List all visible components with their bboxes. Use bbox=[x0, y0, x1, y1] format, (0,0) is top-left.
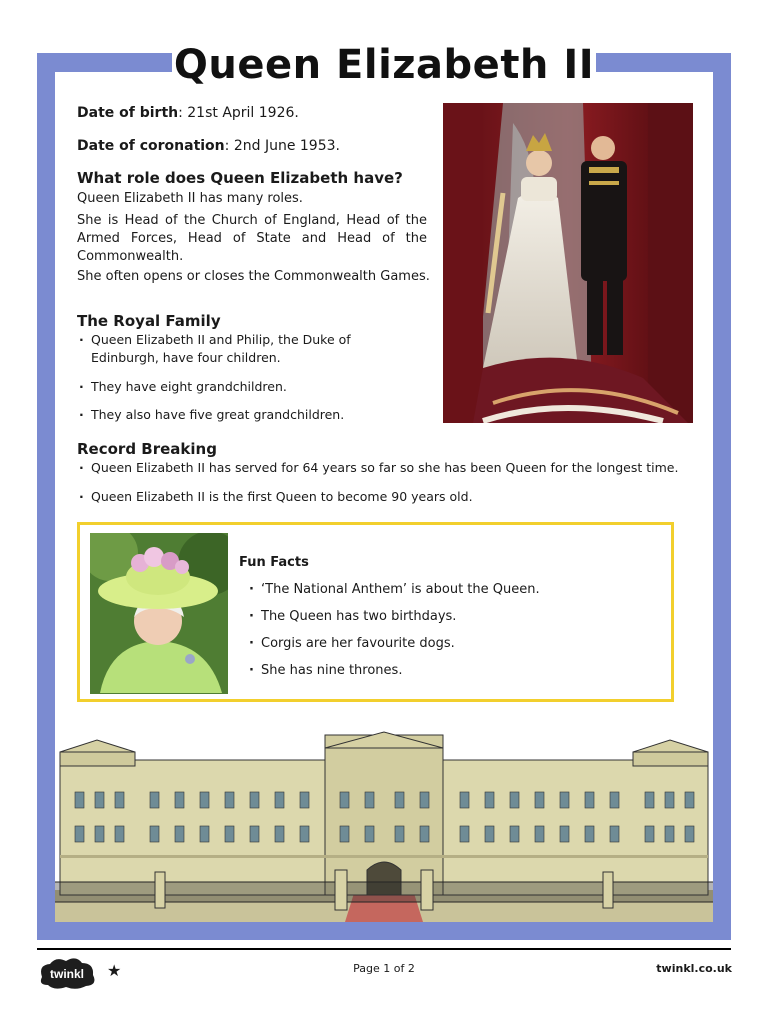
birth-value: : 21st April 1926. bbox=[178, 105, 299, 121]
coronation-photo bbox=[443, 103, 693, 423]
fun-fact-item: · The Queen has two birthdays. bbox=[247, 608, 661, 626]
fun-fact-item: · She has nine thrones. bbox=[247, 662, 661, 680]
role-paragraph-3: She often opens or closes the Commonwealth Games. bbox=[77, 269, 430, 284]
royal-family-item: · They also have five great grandchildren. bbox=[77, 406, 421, 424]
birth-label: Date of birth bbox=[77, 105, 179, 121]
royal-family-item: · They have eight grandchildren. bbox=[77, 378, 421, 396]
footer-rule bbox=[37, 948, 731, 950]
palace-illustration bbox=[55, 730, 713, 922]
star-icon: ★ bbox=[107, 961, 122, 980]
fun-fact-item: · Corgis are her favourite dogs. bbox=[247, 635, 661, 653]
page-title: Queen Elizabeth II bbox=[173, 42, 595, 88]
role-paragraph-2: She is Head of the Church of England, Head of the Armed Forces, Head of State and Head of the Commonwealth. bbox=[77, 213, 427, 264]
coronation-value: : 2nd June 1953. bbox=[224, 138, 340, 154]
twinkl-logo bbox=[36, 955, 98, 991]
fun-fact-item: · ‘The National Anthem’ is about the Queen. bbox=[247, 581, 661, 599]
role-paragraph-1: Queen Elizabeth II has many roles. bbox=[77, 191, 303, 206]
birth-line bbox=[77, 102, 299, 124]
coronation-label: Date of coronation bbox=[77, 138, 225, 154]
royal-family-item: · Queen Elizabeth II and Philip, the Duke of Edinburgh, have four children. bbox=[77, 331, 421, 367]
royal-family-heading: The Royal Family bbox=[77, 312, 221, 330]
site-url[interactable]: twinkl.co.uk bbox=[656, 962, 732, 975]
page-number: Page 1 of 2 bbox=[353, 962, 415, 975]
role-heading: What role does Queen Elizabeth have? bbox=[77, 169, 403, 187]
record-heading: Record Breaking bbox=[77, 440, 217, 458]
record-item: · Queen Elizabeth II is the first Queen to become 90 years old. bbox=[77, 488, 691, 506]
title-banner bbox=[172, 36, 596, 94]
fun-facts-heading: Fun Facts bbox=[239, 555, 309, 570]
record-item: · Queen Elizabeth II has served for 64 years so far so she has been Queen for the longest time. bbox=[77, 459, 691, 477]
logo-text: twinkl bbox=[49, 967, 85, 981]
coronation-line bbox=[77, 135, 340, 157]
queen-portrait-photo bbox=[90, 533, 228, 694]
